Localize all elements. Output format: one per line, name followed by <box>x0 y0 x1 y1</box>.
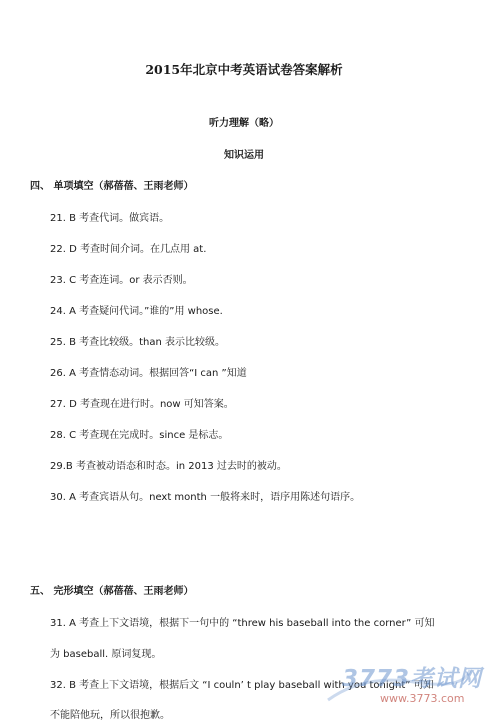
answer-item: 32. B 考查上下文语境，根据后文 “I couln’ t play baseball with you tonight” 可知 <box>50 680 434 691</box>
answer-item: 27. D 考查现在进行时。now 可知答案。 <box>50 399 234 410</box>
answer-item: 30. A 考查宾语从句。next month 一般将来时，语序用陈述句语序。 <box>50 492 361 503</box>
answer-item: 25. B 考查比较级。than 表示比较级。 <box>50 337 226 348</box>
answer-item: 31. A 考查上下文语境，根据下一句中的 “threw his baseball into the corner” 可知 <box>50 618 435 629</box>
answer-item: 23. C 考查连词。or 表示否则。 <box>50 275 193 286</box>
watermark-url: www.3773.com <box>380 692 465 705</box>
answer-item-continuation: 为 baseball. 原词复现。 <box>50 649 162 660</box>
answer-item: 26. A 考查情态动词。根据回答“I can ”知道 <box>50 368 247 379</box>
answer-item-continuation: 不能陪他玩，所以很抱歉。 <box>50 710 170 721</box>
answer-item: 21. B 考查代词。做宾语。 <box>50 213 170 224</box>
section-4-heading: 四、 单项填空（郝蓓蓓、王雨老师） <box>30 181 194 192</box>
answer-item: 24. A 考查疑问代词。”谁的”用 whose. <box>50 306 223 317</box>
knowledge-heading: 知识运用 <box>224 150 264 161</box>
site-watermark <box>324 660 483 718</box>
answer-item: 22. D 考查时间介词。在几点用 at. <box>50 244 207 255</box>
page-title: 2015年北京中考英语试卷答案解析 <box>145 62 343 77</box>
section-5-heading: 五、 完形填空（郝蓓蓓、王雨老师） <box>30 586 194 597</box>
watermark-site-name: 3773考试网 <box>342 666 483 692</box>
answer-item: 29.B 考查被动语态和时态。in 2013 过去时的被动。 <box>50 461 287 472</box>
answer-item: 28. C 考查现在完成时。since 是标志。 <box>50 430 229 441</box>
listening-heading: 听力理解（略） <box>209 118 279 129</box>
